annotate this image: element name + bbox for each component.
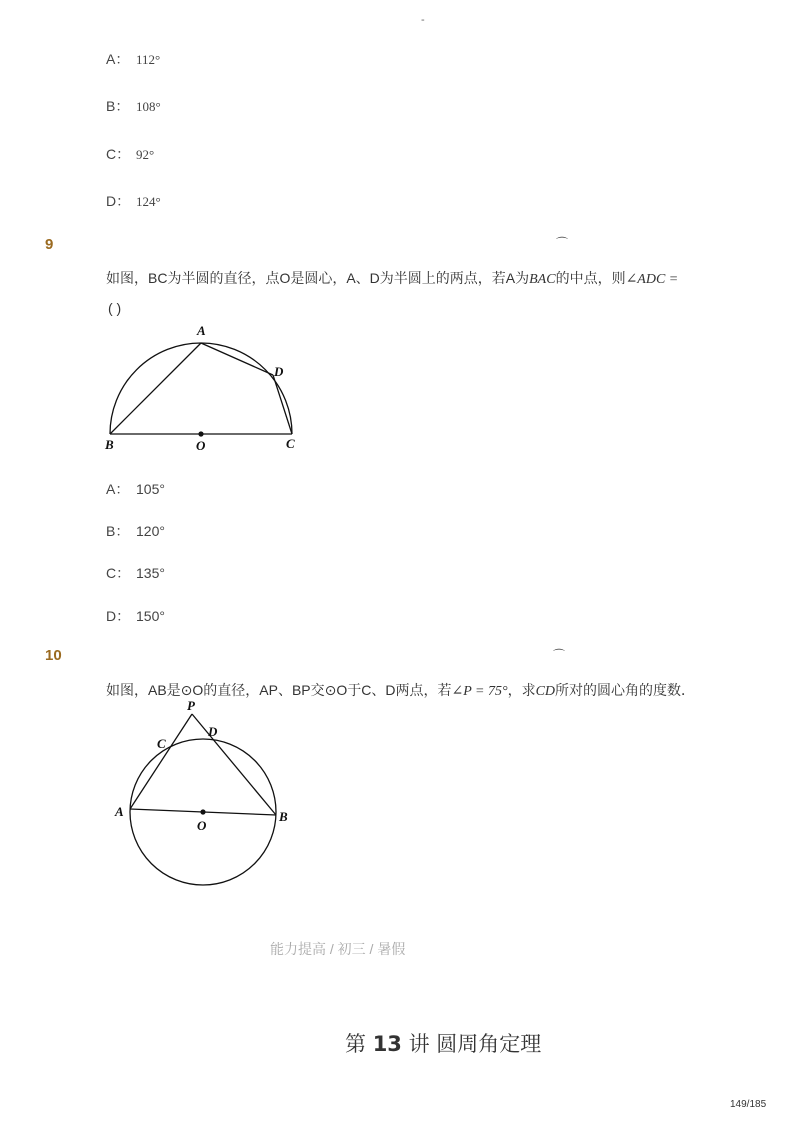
chord-ba (110, 343, 201, 434)
option-value: 124° (136, 194, 161, 209)
label-p: P (187, 698, 195, 713)
option-label: D： (106, 608, 131, 624)
label-b: B (105, 437, 114, 452)
semicircle-arc (110, 343, 292, 434)
option-label: B： (106, 523, 130, 539)
q8-option-d[interactable] (106, 191, 161, 211)
option-label: A： (106, 51, 130, 67)
q8-option-a[interactable] (106, 49, 160, 69)
option-value: 150° (136, 608, 165, 624)
option-value: 112° (136, 52, 161, 67)
option-label: C： (106, 146, 131, 162)
label-o: O (196, 438, 206, 453)
q9-option-c[interactable] (106, 563, 165, 583)
angle-adc: ∠ADC = (625, 272, 679, 287)
question-9-stem (106, 268, 678, 288)
angle-p: ∠P = 75° (451, 684, 508, 699)
line-ap (130, 714, 192, 809)
top-mark: - (421, 14, 425, 26)
arc-symbol: ⌒ (556, 236, 569, 250)
stem-text: 的中点，则 (555, 270, 626, 286)
option-value: 108° (136, 99, 161, 114)
question-10-stem (106, 680, 695, 700)
center-dot (200, 809, 205, 814)
question-9-number: 9 (45, 236, 54, 253)
label-b: B (279, 809, 288, 824)
arc-cd: CD (535, 684, 556, 699)
lecture-prefix: 第 (345, 1032, 366, 1056)
label-c: C (286, 436, 295, 451)
label-a: A (115, 804, 124, 819)
stem-text: 如图，BC为半圆的直径，点O是圆心，A、D为半圆上的两点，若A为 (106, 270, 530, 286)
option-value: 120° (136, 523, 165, 539)
line-bp (192, 714, 276, 815)
answer-parentheses: ( ) (108, 300, 122, 316)
q9-option-b[interactable] (106, 521, 165, 541)
stem-text: 如图，AB是⊙O的直径，AP、BP交⊙O于C、D两点，若 (106, 682, 452, 698)
page-number: 149/185 (730, 1099, 767, 1110)
label-o: O (197, 818, 207, 833)
label-d: D (208, 724, 218, 739)
option-label: A： (106, 481, 130, 497)
center-dot (198, 431, 203, 436)
option-value: 105° (136, 481, 165, 497)
lecture-title (345, 1028, 541, 1058)
label-d: D (274, 364, 284, 379)
chord-ad (201, 343, 273, 375)
option-label: D： (106, 193, 131, 209)
label-a: A (197, 323, 206, 338)
lecture-number: 13 (372, 1032, 402, 1056)
option-value: 135° (136, 565, 165, 581)
stem-text: 所对的圆心角的度数． (555, 682, 696, 698)
breadcrumb: 能力提高 / 初三 / 暑假 (270, 941, 406, 957)
question-10-number: 10 (45, 647, 62, 664)
stem-text: ，求 (507, 682, 536, 698)
q9-option-d[interactable] (106, 606, 165, 626)
arc-bac: BAC (529, 272, 556, 287)
option-value: 92° (136, 147, 155, 162)
lecture-name: 讲 圆周角定理 (408, 1032, 542, 1056)
q8-option-b[interactable] (106, 96, 161, 116)
semicircle-figure (100, 320, 310, 455)
chord-dc (273, 375, 292, 434)
label-c: C (157, 736, 166, 751)
circle-figure (105, 698, 305, 893)
option-label: B： (106, 98, 130, 114)
arc-symbol: ⌒ (553, 648, 566, 662)
option-label: C： (106, 565, 131, 581)
q9-option-a[interactable] (106, 479, 165, 499)
q8-option-c[interactable] (106, 144, 154, 164)
